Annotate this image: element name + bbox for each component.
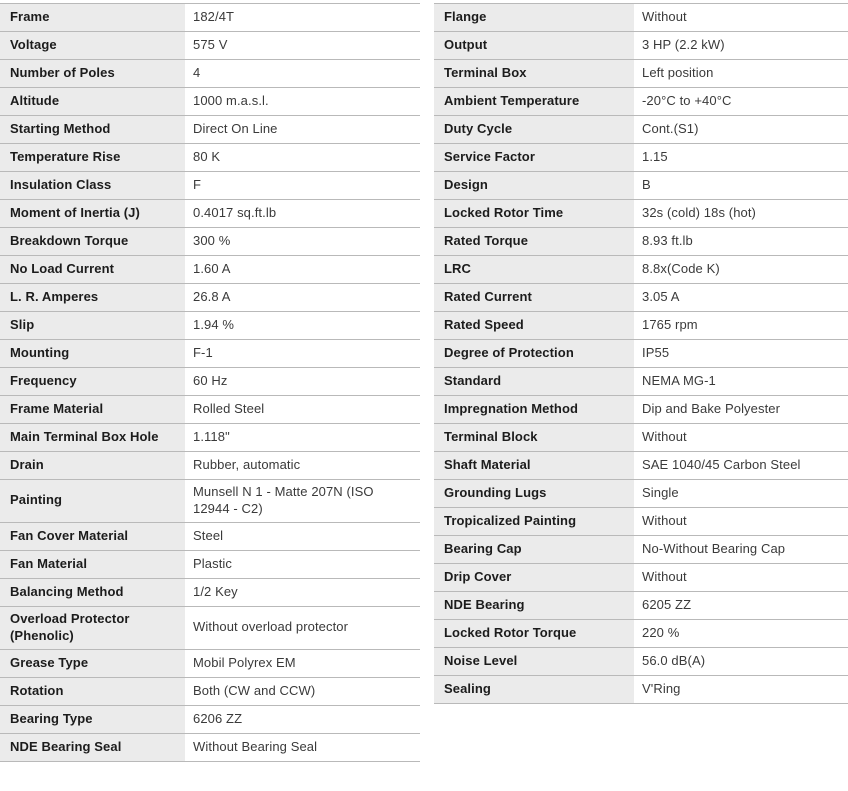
spec-value: Without overload protector xyxy=(185,606,420,649)
table-row xyxy=(0,60,420,88)
table-row xyxy=(0,144,420,172)
spec-label: Noise Level xyxy=(434,648,634,676)
spec-value: F-1 xyxy=(185,340,420,368)
spec-value: Steel xyxy=(185,522,420,550)
spec-label: Terminal Box xyxy=(434,60,634,88)
spec-value: IP55 xyxy=(634,340,848,368)
table-row xyxy=(434,648,848,676)
table-row xyxy=(0,228,420,256)
table-row xyxy=(434,312,848,340)
table-row xyxy=(434,620,848,648)
spec-label: NDE Bearing xyxy=(434,592,634,620)
table-row xyxy=(0,340,420,368)
table-row xyxy=(0,284,420,312)
spec-label: Main Terminal Box Hole xyxy=(0,424,185,452)
spec-value: Munsell N 1 - Matte 207N (ISO 12944 - C2) xyxy=(185,480,420,523)
table-row xyxy=(0,4,420,32)
spec-value: NEMA MG-1 xyxy=(634,368,848,396)
table-row xyxy=(434,452,848,480)
spec-label: Shaft Material xyxy=(434,452,634,480)
table-row xyxy=(0,452,420,480)
spec-table-left xyxy=(0,3,420,762)
spec-value: B xyxy=(634,172,848,200)
spec-label: Rotation xyxy=(0,677,185,705)
spec-label: Standard xyxy=(434,368,634,396)
spec-value: 1.15 xyxy=(634,144,848,172)
spec-label: LRC xyxy=(434,256,634,284)
table-row xyxy=(0,705,420,733)
table-row xyxy=(0,368,420,396)
table-row xyxy=(434,564,848,592)
spec-value: 3 HP (2.2 kW) xyxy=(634,32,848,60)
table-row xyxy=(434,676,848,704)
table-row xyxy=(434,4,848,32)
spec-table-right xyxy=(434,3,848,704)
spec-value: 1.94 % xyxy=(185,312,420,340)
spec-label: Tropicalized Painting xyxy=(434,508,634,536)
spec-label: Slip xyxy=(0,312,185,340)
spec-label: Bearing Cap xyxy=(434,536,634,564)
spec-value: 1.60 A xyxy=(185,256,420,284)
spec-value: Without xyxy=(634,508,848,536)
spec-value: Without xyxy=(634,424,848,452)
spec-label: Degree of Protection xyxy=(434,340,634,368)
spec-label: Mounting xyxy=(0,340,185,368)
spec-value: 220 % xyxy=(634,620,848,648)
table-row xyxy=(0,480,420,523)
spec-value: Plastic xyxy=(185,550,420,578)
spec-label: Duty Cycle xyxy=(434,116,634,144)
spec-label: Design xyxy=(434,172,634,200)
spec-value: 1/2 Key xyxy=(185,578,420,606)
spec-value: 0.4017 sq.ft.lb xyxy=(185,200,420,228)
spec-value: 300 % xyxy=(185,228,420,256)
spec-value: Rolled Steel xyxy=(185,396,420,424)
spec-value: V'Ring xyxy=(634,676,848,704)
spec-label: Fan Cover Material xyxy=(0,522,185,550)
spec-value: 1765 rpm xyxy=(634,312,848,340)
spec-value: Cont.(S1) xyxy=(634,116,848,144)
spec-label: Output xyxy=(434,32,634,60)
spec-label: Rated Current xyxy=(434,284,634,312)
spec-label: Overload Protector (Phenolic) xyxy=(0,606,185,649)
spec-label: Impregnation Method xyxy=(434,396,634,424)
spec-table-right-body xyxy=(434,4,848,704)
spec-value: Without xyxy=(634,564,848,592)
spec-value: Mobil Polyrex EM xyxy=(185,649,420,677)
spec-value: Without xyxy=(634,4,848,32)
spec-value: Both (CW and CCW) xyxy=(185,677,420,705)
spec-value: 60 Hz xyxy=(185,368,420,396)
spec-label: Frame xyxy=(0,4,185,32)
table-row xyxy=(0,578,420,606)
table-row xyxy=(0,172,420,200)
table-row xyxy=(434,32,848,60)
spec-label: Drip Cover xyxy=(434,564,634,592)
spec-value: F xyxy=(185,172,420,200)
spec-value: 4 xyxy=(185,60,420,88)
spec-label: Ambient Temperature xyxy=(434,88,634,116)
table-row xyxy=(0,32,420,60)
spec-label: Painting xyxy=(0,480,185,523)
spec-value: 6205 ZZ xyxy=(634,592,848,620)
spec-label: Grounding Lugs xyxy=(434,480,634,508)
spec-column-left xyxy=(0,3,420,762)
table-row xyxy=(0,396,420,424)
table-row xyxy=(0,606,420,649)
spec-label: Drain xyxy=(0,452,185,480)
table-row xyxy=(434,340,848,368)
spec-label: Balancing Method xyxy=(0,578,185,606)
table-row xyxy=(434,144,848,172)
table-row xyxy=(434,88,848,116)
table-row xyxy=(434,228,848,256)
table-row xyxy=(434,396,848,424)
table-row xyxy=(0,733,420,761)
spec-label: Starting Method xyxy=(0,116,185,144)
spec-label: Voltage xyxy=(0,32,185,60)
spec-value: No-Without Bearing Cap xyxy=(634,536,848,564)
table-row xyxy=(0,424,420,452)
spec-label: Frame Material xyxy=(0,396,185,424)
spec-value: 56.0 dB(A) xyxy=(634,648,848,676)
spec-label: Insulation Class xyxy=(0,172,185,200)
spec-label: No Load Current xyxy=(0,256,185,284)
table-row xyxy=(0,649,420,677)
spec-value: 80 K xyxy=(185,144,420,172)
spec-value: Without Bearing Seal xyxy=(185,733,420,761)
spec-label: Sealing xyxy=(434,676,634,704)
table-row xyxy=(0,522,420,550)
spec-label: Grease Type xyxy=(0,649,185,677)
table-row xyxy=(434,172,848,200)
spec-value: 6206 ZZ xyxy=(185,705,420,733)
spec-label: Flange xyxy=(434,4,634,32)
table-row xyxy=(434,480,848,508)
spec-label: Temperature Rise xyxy=(0,144,185,172)
spec-value: Direct On Line xyxy=(185,116,420,144)
table-row xyxy=(434,256,848,284)
table-row xyxy=(434,592,848,620)
table-row xyxy=(434,116,848,144)
table-row xyxy=(434,368,848,396)
spec-label: Frequency xyxy=(0,368,185,396)
spec-label: Rated Speed xyxy=(434,312,634,340)
spec-label: Service Factor xyxy=(434,144,634,172)
spec-label: Bearing Type xyxy=(0,705,185,733)
spec-value: 8.8x(Code K) xyxy=(634,256,848,284)
spec-label: Number of Poles xyxy=(0,60,185,88)
spec-table-left-body xyxy=(0,4,420,762)
table-row xyxy=(0,200,420,228)
table-row xyxy=(0,88,420,116)
spec-value: 26.8 A xyxy=(185,284,420,312)
spec-label: Locked Rotor Torque xyxy=(434,620,634,648)
spec-value: Single xyxy=(634,480,848,508)
table-row xyxy=(434,284,848,312)
table-row xyxy=(434,508,848,536)
spec-value: 3.05 A xyxy=(634,284,848,312)
spec-label: Moment of Inertia (J) xyxy=(0,200,185,228)
spec-label: Locked Rotor Time xyxy=(434,200,634,228)
table-row xyxy=(0,677,420,705)
spec-value: 1000 m.a.s.l. xyxy=(185,88,420,116)
spec-value: -20°C to +40°C xyxy=(634,88,848,116)
spec-label: Breakdown Torque xyxy=(0,228,185,256)
spec-value: Dip and Bake Polyester xyxy=(634,396,848,424)
spec-column-right xyxy=(434,3,848,704)
spec-value: SAE 1040/45 Carbon Steel xyxy=(634,452,848,480)
spec-label: L. R. Amperes xyxy=(0,284,185,312)
table-row xyxy=(434,536,848,564)
table-row xyxy=(0,312,420,340)
table-row xyxy=(434,60,848,88)
spec-value: 32s (cold) 18s (hot) xyxy=(634,200,848,228)
spec-value: Left position xyxy=(634,60,848,88)
spec-label: Rated Torque xyxy=(434,228,634,256)
table-row xyxy=(434,200,848,228)
spec-value: Rubber, automatic xyxy=(185,452,420,480)
spec-label: Fan Material xyxy=(0,550,185,578)
spec-label: Terminal Block xyxy=(434,424,634,452)
spec-value: 1.118" xyxy=(185,424,420,452)
table-row xyxy=(434,424,848,452)
spec-value: 575 V xyxy=(185,32,420,60)
table-row xyxy=(0,116,420,144)
table-row xyxy=(0,256,420,284)
table-row xyxy=(0,550,420,578)
spec-value: 182/4T xyxy=(185,4,420,32)
spec-label: NDE Bearing Seal xyxy=(0,733,185,761)
spec-label: Altitude xyxy=(0,88,185,116)
spec-value: 8.93 ft.lb xyxy=(634,228,848,256)
